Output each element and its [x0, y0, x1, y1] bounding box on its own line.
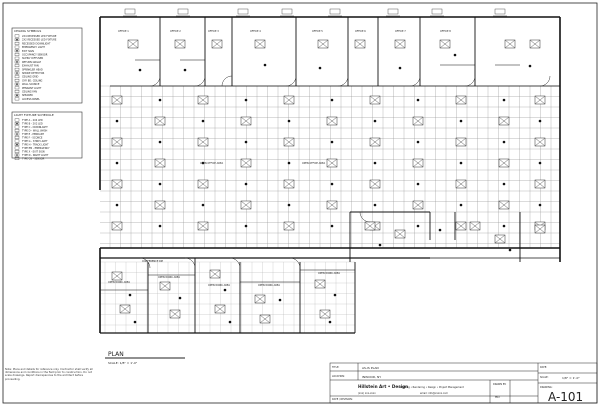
- downlight-fixture: [503, 141, 506, 144]
- downlight-fixture: [439, 229, 442, 232]
- plan-scale: SCALE: 1/8" = 1'-0": [108, 361, 138, 365]
- downlight-fixture: [460, 120, 463, 123]
- legend-item: SMOKE DETECTOR: [22, 72, 45, 75]
- light-fixture-2x4: [470, 222, 480, 230]
- tb-services: Drafting • Rendering • Design • Project Management: [400, 386, 464, 389]
- light-fixture-2x4: [413, 117, 423, 125]
- light-fixture-2x4: [198, 138, 208, 146]
- downlight-fixture: [116, 204, 119, 207]
- light-fixture-2x4: [112, 138, 122, 146]
- downlight-fixture: [288, 204, 291, 207]
- tb-scale-value: 1/8" = 1'-0": [562, 376, 580, 380]
- light-fixture-2x4: [255, 40, 265, 48]
- light-fixture-2x4: [530, 40, 540, 48]
- downlight-fixture: [159, 99, 162, 102]
- legend-item: TYPE D - WALL WASH: [22, 129, 48, 133]
- downlight-fixture: [417, 183, 420, 186]
- legend-item: SPRINKLER HEAD: [22, 68, 43, 72]
- light-fixture-2x4: [370, 138, 380, 146]
- legend-item: SUPPLY DIFFUSER: [22, 57, 44, 61]
- downlight-fixture: [503, 99, 506, 102]
- light-fixture-2x4: [284, 222, 294, 230]
- downlight-fixture: [116, 120, 119, 123]
- light-fixture-2x4: [320, 310, 330, 318]
- light-fixture-2x4: [112, 222, 122, 230]
- light-fixture-2x4: [327, 117, 337, 125]
- tb-title-label: TITLE:: [332, 366, 340, 369]
- legend-item: TYPE N - NIGHT LIGHT: [22, 154, 49, 157]
- light-fixture-2x4: [284, 180, 294, 188]
- legend-item: TYPE EM - EMERGENCY: [22, 147, 50, 150]
- light-fixture-2x4: [120, 305, 130, 313]
- downlight-fixture: [245, 99, 248, 102]
- room-label: CONFERENCE RM: [142, 260, 163, 263]
- downlight-fixture: [331, 225, 334, 228]
- tb-phone: (xxx) xxx-xxxx: [358, 392, 376, 395]
- downlight-fixture: [279, 299, 282, 302]
- light-fixture-2x4: [440, 40, 450, 48]
- light-fixture-2x4: [456, 138, 466, 146]
- light-fixture-2x4: [395, 230, 405, 238]
- light-fixture-2x4: [535, 138, 545, 146]
- downlight-fixture: [179, 297, 182, 300]
- light-fixture-2x4: [413, 159, 423, 167]
- legend-symbol-dot: [16, 61, 18, 63]
- light-fixture-2x4: [499, 159, 509, 167]
- light-fixture-2x4: [241, 159, 251, 167]
- light-fixture-2x4: [210, 270, 220, 278]
- light-fixture-2x4: [370, 180, 380, 188]
- downlight-fixture: [288, 162, 291, 165]
- downlight-fixture: [374, 162, 377, 165]
- downlight-fixture: [374, 204, 377, 207]
- legend-item: ACCESS PANEL: [22, 97, 40, 101]
- tb-drawn-value: HD: [495, 395, 500, 399]
- light-fixture-2x4: [112, 96, 122, 104]
- downlight-fixture: [245, 183, 248, 186]
- light-fixture-2x4: [155, 159, 165, 167]
- light-fixture-2x4: [327, 159, 337, 167]
- room-label: OPEN OFFICE AREA: [200, 162, 224, 165]
- legend-item: EMERGENCY LIGHT: [22, 46, 45, 50]
- light-fixture-2x4: [284, 138, 294, 146]
- downlight-fixture: [539, 204, 542, 207]
- light-fixture-2x4: [535, 96, 545, 104]
- light-fixture-2x4: [327, 201, 337, 209]
- downlight-fixture: [331, 183, 334, 186]
- room-label: OPEN WORK AREA: [208, 284, 231, 287]
- tb-date-label: DATE:: [540, 366, 548, 369]
- legend-item: SPEAKER: [22, 94, 33, 98]
- light-fixture-2x4: [318, 40, 328, 48]
- light-fixture-2x4: [535, 225, 545, 233]
- downlight-fixture: [159, 183, 162, 186]
- tb-email: email: info@xxxxx.com: [420, 392, 448, 395]
- light-fixture-2x4: [155, 201, 165, 209]
- light-fixture-2x4: [355, 40, 365, 48]
- downlight-fixture: [374, 120, 377, 123]
- downlight-fixture: [129, 294, 132, 297]
- downlight-fixture: [529, 65, 532, 68]
- legend-item: OCCUPANCY SENSOR: [22, 53, 48, 57]
- tb-scale-label: SCALE:: [540, 376, 549, 379]
- room-label: OPEN OFFICE AREA: [302, 162, 326, 165]
- downlight-fixture: [229, 321, 232, 324]
- downlight-fixture: [288, 120, 291, 123]
- legend-item: TYPE E - PENDANT: [22, 133, 44, 136]
- downlight-fixture: [539, 120, 542, 123]
- legend-symbol-dot: [16, 123, 18, 125]
- downlight-fixture: [460, 162, 463, 165]
- downlight-fixture: [503, 183, 506, 186]
- downlight-fixture: [159, 225, 162, 228]
- downlight-fixture: [454, 54, 457, 57]
- general-notes: Note: Plans and details for reference only. Contractor shall verify all dimensions and conditions in the field prior to construction. Do not scale drawings. Report discrepancies to the architect before proceeding.: [5, 368, 93, 381]
- downlight-fixture: [329, 321, 332, 324]
- downlight-fixture: [159, 141, 162, 144]
- light-fixture-2x4: [315, 280, 325, 288]
- tb-title: AS-IS PLAN: [362, 366, 379, 370]
- room-label: OFFICE 8: [440, 30, 451, 33]
- downlight-fixture: [245, 225, 248, 228]
- room-label: OFFICE 5: [312, 30, 323, 33]
- plan-title: PLAN: [108, 351, 124, 358]
- tb-location-label: LOCATION:: [332, 375, 345, 378]
- light-fixture-2x4: [284, 96, 294, 104]
- light-fixture-2x4: [128, 40, 138, 48]
- room-label: OPEN WORK AREA: [108, 281, 131, 284]
- legend-bottom-title: LIGHT FIXTURE SCHEDULE: [14, 113, 54, 117]
- tb-firm: Hillstein Art • Design: [358, 384, 409, 389]
- legend-item: TYPE X - EXIT SIGN: [22, 150, 45, 154]
- room-label: OFFICE 4: [250, 30, 261, 33]
- legend-symbol-dot: [16, 133, 18, 135]
- light-fixture-2x4: [198, 222, 208, 230]
- legend-item: WALL SCONCE: [22, 83, 40, 87]
- downlight-fixture: [539, 162, 542, 165]
- downlight-fixture: [184, 69, 187, 72]
- legend-symbol-dot: [16, 94, 18, 96]
- room-label: OPEN WORK AREA: [318, 272, 341, 275]
- downlight-fixture: [399, 67, 402, 70]
- legend-symbol-dot: [16, 154, 18, 156]
- downlight-fixture: [417, 99, 420, 102]
- downlight-fixture: [202, 120, 205, 123]
- light-fixture-2x4: [495, 235, 505, 243]
- light-fixture-2x4: [499, 117, 509, 125]
- tb-location: INWOOD, NY: [362, 375, 382, 379]
- legend-item: RECESSED DOWNLIGHT: [22, 42, 51, 46]
- light-fixture-2x4: [456, 96, 466, 104]
- tb-drawn-label: DRAWN BY:: [493, 383, 507, 386]
- legend-item: CEILING GRID: [22, 75, 39, 79]
- downlight-fixture: [331, 141, 334, 144]
- downlight-fixture: [139, 69, 142, 72]
- downlight-fixture: [331, 99, 334, 102]
- light-fixture-2x4: [170, 310, 180, 318]
- legend-item: EXIT SIGN: [22, 49, 34, 53]
- downlight-fixture: [334, 294, 337, 297]
- downlight-fixture: [460, 204, 463, 207]
- light-fixture-2x4: [112, 180, 122, 188]
- legend-symbol-dot: [16, 39, 18, 41]
- legend-item: TYPE A - 2X4 LED: [22, 119, 43, 122]
- legend-item: TYPE OS - SENSOR: [22, 157, 45, 161]
- legend-symbol-dot: [16, 72, 18, 74]
- legend-item: GYP. BD. CEILING: [22, 79, 43, 83]
- downlight-fixture: [134, 321, 137, 324]
- legend-item: EXHAUST FAN: [22, 64, 39, 68]
- tb-drawing-label: DRAWING:: [540, 386, 553, 389]
- room-label: OFFICE 2: [170, 30, 181, 33]
- light-fixture-2x4: [260, 315, 270, 323]
- light-fixture-2x4: [241, 117, 251, 125]
- room-label: OFFICE 1: [118, 30, 129, 33]
- legend-item: CEILING FAN: [22, 90, 37, 94]
- downlight-fixture: [417, 141, 420, 144]
- legend-item: TYPE C - DOWNLIGHT: [22, 126, 48, 129]
- light-fixture-2x4: [395, 40, 405, 48]
- light-fixture-2x4: [505, 40, 515, 48]
- legend-symbol-dot: [16, 50, 18, 52]
- light-fixture-2x4: [370, 96, 380, 104]
- downlight-fixture: [417, 225, 420, 228]
- light-fixture-2x4: [456, 222, 466, 230]
- legend-item: TYPE G - STRIP LIGHT: [22, 140, 48, 143]
- light-fixture-2x4: [413, 201, 423, 209]
- legend-item: 2X2 RECESSED LED FIXTURE: [22, 38, 57, 42]
- light-fixture-2x4: [456, 180, 466, 188]
- tb-date-revision: DATE / REVISION:: [332, 398, 353, 401]
- legend-item: TYPE H - TRACK LIGHT: [22, 143, 49, 147]
- downlight-fixture: [202, 204, 205, 207]
- light-fixture-2x4: [198, 96, 208, 104]
- downlight-fixture: [245, 141, 248, 144]
- light-fixture-2x4: [112, 272, 122, 280]
- legend-top-title: CEILING SYMBOLS: [14, 29, 42, 33]
- downlight-fixture: [264, 64, 267, 67]
- legend-item: RETURN GRILLE: [22, 60, 41, 64]
- light-fixture-2x4: [160, 282, 170, 290]
- light-fixture-2x4: [365, 222, 375, 230]
- light-fixture-2x4: [155, 117, 165, 125]
- downlight-fixture: [319, 67, 322, 70]
- legend-item: PENDANT LIGHT: [22, 86, 42, 90]
- downlight-fixture: [509, 249, 512, 252]
- light-fixture-2x4: [198, 180, 208, 188]
- legend-item: TYPE B - 2X2 LED: [22, 122, 43, 126]
- light-fixture-2x4: [535, 180, 545, 188]
- light-fixture-2x4: [241, 201, 251, 209]
- room-label: OFFICE 6: [355, 30, 366, 33]
- legend-item: TYPE F - SCONCE: [22, 136, 43, 140]
- light-fixture-2x4: [212, 40, 222, 48]
- downlight-fixture: [116, 162, 119, 165]
- legend-symbol-dot: [16, 83, 18, 85]
- light-fixture-2x4: [499, 201, 509, 209]
- room-label: OPEN WORK AREA: [158, 276, 181, 279]
- light-fixture-2x4: [175, 40, 185, 48]
- room-label: OFFICE 7: [395, 30, 406, 33]
- downlight-fixture: [503, 225, 506, 228]
- light-fixture-2x4: [255, 295, 265, 303]
- legend-item: 2X4 RECESSED LED FIXTURE: [22, 35, 57, 38]
- room-label: OFFICE 3: [208, 30, 219, 33]
- downlight-fixture: [379, 244, 382, 247]
- tb-drawing-number: A-101: [548, 390, 584, 404]
- legend-symbol-dot: [16, 144, 18, 146]
- room-label: OPEN WORK AREA: [258, 284, 281, 287]
- light-fixture-2x4: [215, 305, 225, 313]
- downlight-fixture: [224, 289, 227, 292]
